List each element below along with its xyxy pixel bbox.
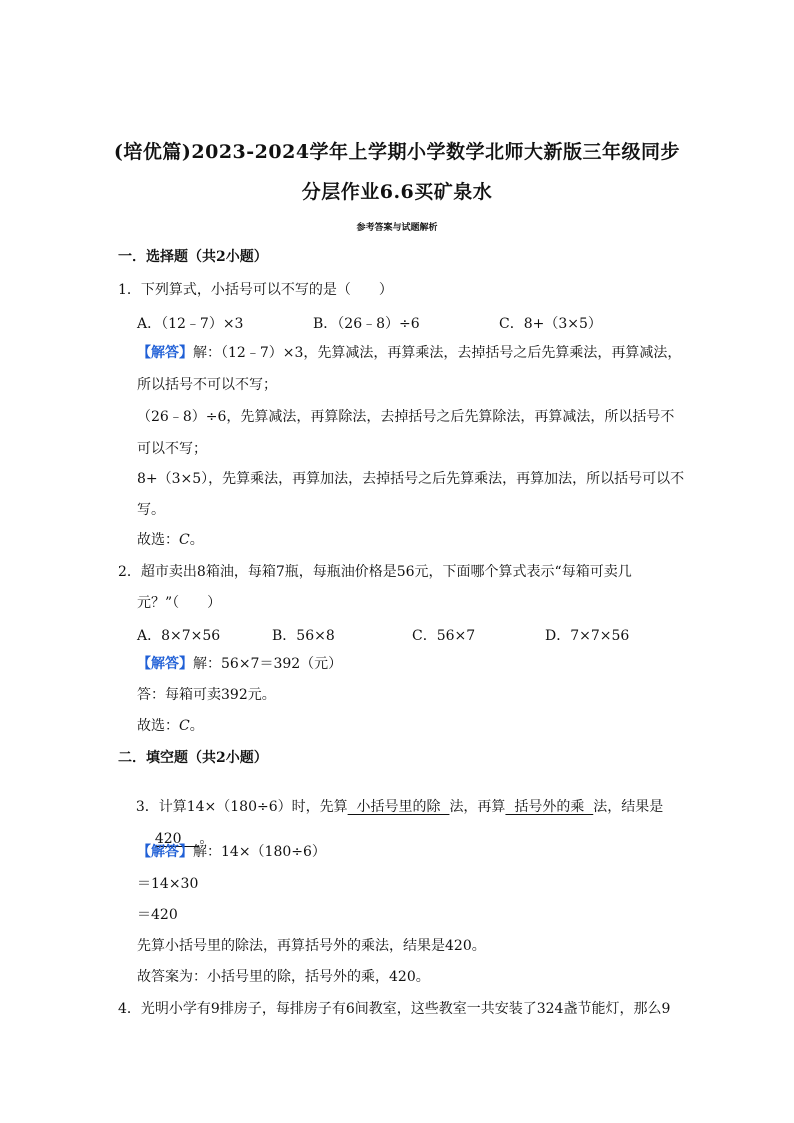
choice-suffix: 。	[189, 532, 204, 548]
q1-stem: 1．下列算式，小括号可以不写的是（ ）	[118, 282, 393, 298]
q3-answer-text: 解：14×（180÷6）	[193, 844, 326, 860]
choice-suffix: 。	[189, 718, 204, 734]
q2-option-d: D．7×7×56	[545, 628, 630, 644]
q3-blank-1: 小括号里的除	[347, 799, 450, 815]
q2-reply: 答：每箱可卖392元。	[137, 687, 276, 703]
q4-stem-line-1: 4．光明小学有9排房子，每排房子有6间教室，这些教室一共安装了324盏节能灯，那么9	[118, 1001, 671, 1017]
q3-stem-c: 法，结果是	[593, 799, 664, 815]
q2-choice	[137, 717, 707, 735]
choice-letter: C	[179, 532, 190, 548]
answer-tag: 【解答】	[137, 844, 193, 860]
choice-letter: C	[179, 718, 190, 734]
q3-explain: 先算小括号里的除法，再算括号外的乘法，结果是420。	[137, 938, 486, 954]
title-line-1: (培优篇)2023-2024学年上学期小学数学北师大新版三年级同步	[113, 141, 681, 163]
q3-final: 故答案为：小括号里的除，括号外的乘，420。	[137, 969, 430, 985]
q1-option-b: B．（26﹣8）÷6	[313, 316, 420, 332]
q2-option-a: A．8×7×56	[137, 628, 221, 644]
choice-prefix: 故选：	[137, 718, 179, 734]
subtitle: 参考答案与试题解析	[356, 223, 438, 233]
q3-stem-b: 法，再算	[449, 799, 506, 815]
q1-answer-text-1: 解：（12﹣7）×3，先算减法，再算乘法，去掉括号之后先算乘法，再算减法，	[193, 345, 682, 361]
q2-option-b: B．56×8	[272, 628, 335, 644]
title-line-2: 分层作业6.6买矿泉水	[301, 181, 493, 203]
q3-blank-3: 420	[154, 831, 200, 847]
q1-answer-line-1	[137, 344, 707, 362]
section-heading-choice: 一．选择题（共2小题）	[118, 249, 268, 265]
choice-prefix: 故选：	[137, 532, 179, 548]
section-heading-fill: 二．填空题（共2小题）	[118, 750, 268, 766]
q1-answer-line-3: （26﹣8）÷6，先算减法，再算除法，去掉括号之后先算除法，再算减法，所以括号不	[137, 409, 675, 425]
q2-answer-line	[137, 655, 707, 673]
q2-answer-text: 解：56×7＝392（元）	[193, 656, 343, 672]
q3-stem-d: 。	[199, 831, 214, 847]
q1-answer-line-6: 写。	[137, 502, 165, 518]
q3-answer-line	[137, 843, 707, 861]
q1-option-c: C．8+（3×5）	[499, 316, 602, 332]
q1-answer-line-5: 8+（3×5），先算乘法，再算加法，去掉括号之后先算乘法，再算加法，所以括号可以不	[137, 471, 685, 487]
answer-tag: 【解答】	[137, 656, 193, 672]
q3-step-1: ＝14×30	[137, 876, 199, 892]
q2-stem-line-2: 元？”（ ）	[137, 595, 222, 611]
q1-choice	[137, 531, 707, 549]
q1-answer-line-4: 可以不写；	[137, 441, 207, 457]
q3-blank-2: 括号外的乘	[505, 799, 594, 815]
answer-tag: 【解答】	[137, 345, 193, 361]
q1-option-a: A．（12﹣7）×3	[137, 316, 244, 332]
q3-stem-a: 3．计算14×（180÷6）时，先算	[135, 799, 348, 815]
q1-answer-line-2: 所以括号不可以不写；	[137, 377, 277, 393]
q2-option-c: C．56×7	[412, 628, 476, 644]
q2-stem-line-1: 2．超市卖出8箱油，每箱7瓶，每瓶油价格是56元，下面哪个算式表示“每箱可卖几	[118, 564, 632, 580]
q3-step-2: ＝420	[137, 907, 178, 923]
